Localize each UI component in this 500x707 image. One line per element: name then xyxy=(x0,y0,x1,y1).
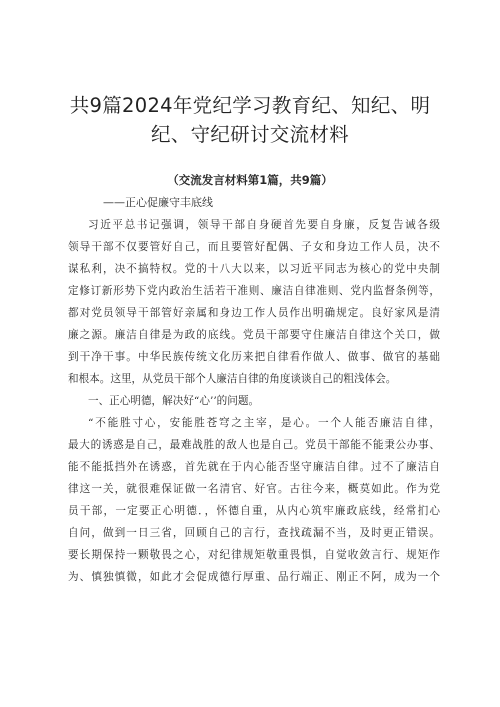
paragraph-line: 都对党员领导干部管好亲属和身边工作人员作出明确规定。良好家风是清 xyxy=(68,307,440,319)
paragraph-line: 廉之源。廉洁自律是为政的底线。党员干部要守住廉洁自律这个关口，做 xyxy=(68,329,440,341)
document-subtitle: （交流发言材料第1篇，共9篇） xyxy=(167,173,333,187)
paragraph-line: 到干净干事。中华民族传统文化历来把自律看作做人、做事、做官的基础 xyxy=(68,351,440,363)
paragraph-line: 习近平总书记强调，领导干部自身硬首先要自身廉，反复告诫各级 xyxy=(88,219,440,231)
paragraph-line: 要长期保持一颗敬畏之心，对纪律规矩敬重畏惧，自觉收敛言行、规矩作 xyxy=(68,549,440,561)
paragraph-line: 最大的诱惑是自己，最难战胜的敌人也是自己。党员干部能不能秉公办事、 xyxy=(68,439,440,451)
paragraph-line: 自问，做到一日三省，回顾自己的言行，查找疏漏不当，及时更正错误。 xyxy=(68,527,440,539)
paragraph-line: “不能胜寸心，安能胜苍穹之主宰，是心。一个人能否廉洁自律， xyxy=(88,417,440,429)
section-heading: 一、正心明德，解决好“心’’的问题。 xyxy=(88,395,260,407)
document-title-line-2: 纪、守纪研讨交流材料 xyxy=(150,123,349,146)
paragraph-line: 能不能抵挡外在诱惑，首先就在于内心能否坚守廉洁自律。过不了廉洁自 xyxy=(68,461,440,473)
document-title-line-1: 共9篇2024年党纪学习教育纪、知纪、明 xyxy=(69,94,431,117)
paragraph-line: 定修订新形势下党内政治生活若干准则、廉洁自律准则、党内监督条例等， xyxy=(68,285,440,297)
paragraph-line: 律这一关，就很难保证做一名清官、好官。古往今来，概莫如此。作为党 xyxy=(68,483,440,495)
section-motto: ——正心促廉守丰底线 xyxy=(103,196,213,209)
paragraph-line: 员干部，一定要正心明德．，怀德自重，从内心筑牢廉政底线，经常扪心 xyxy=(68,505,440,517)
paragraph-line: 为、慎独慎微，如此才会促成德行厚重、品行端正、刚正不阿，成为一个 xyxy=(68,571,440,583)
paragraph-line: 和根本。这里，从党员干部个人廉洁自律的角度谈谈自己的粗浅体会。 xyxy=(68,373,397,385)
paragraph-line: 谋私利，决不搞特权。党的十八大以来，以习近平同志为核心的党中央制 xyxy=(68,263,440,275)
paragraph-line: 领导干部不仅要管好自己，而且要管好配偶、子女和身边工作人员，决不 xyxy=(68,241,440,253)
